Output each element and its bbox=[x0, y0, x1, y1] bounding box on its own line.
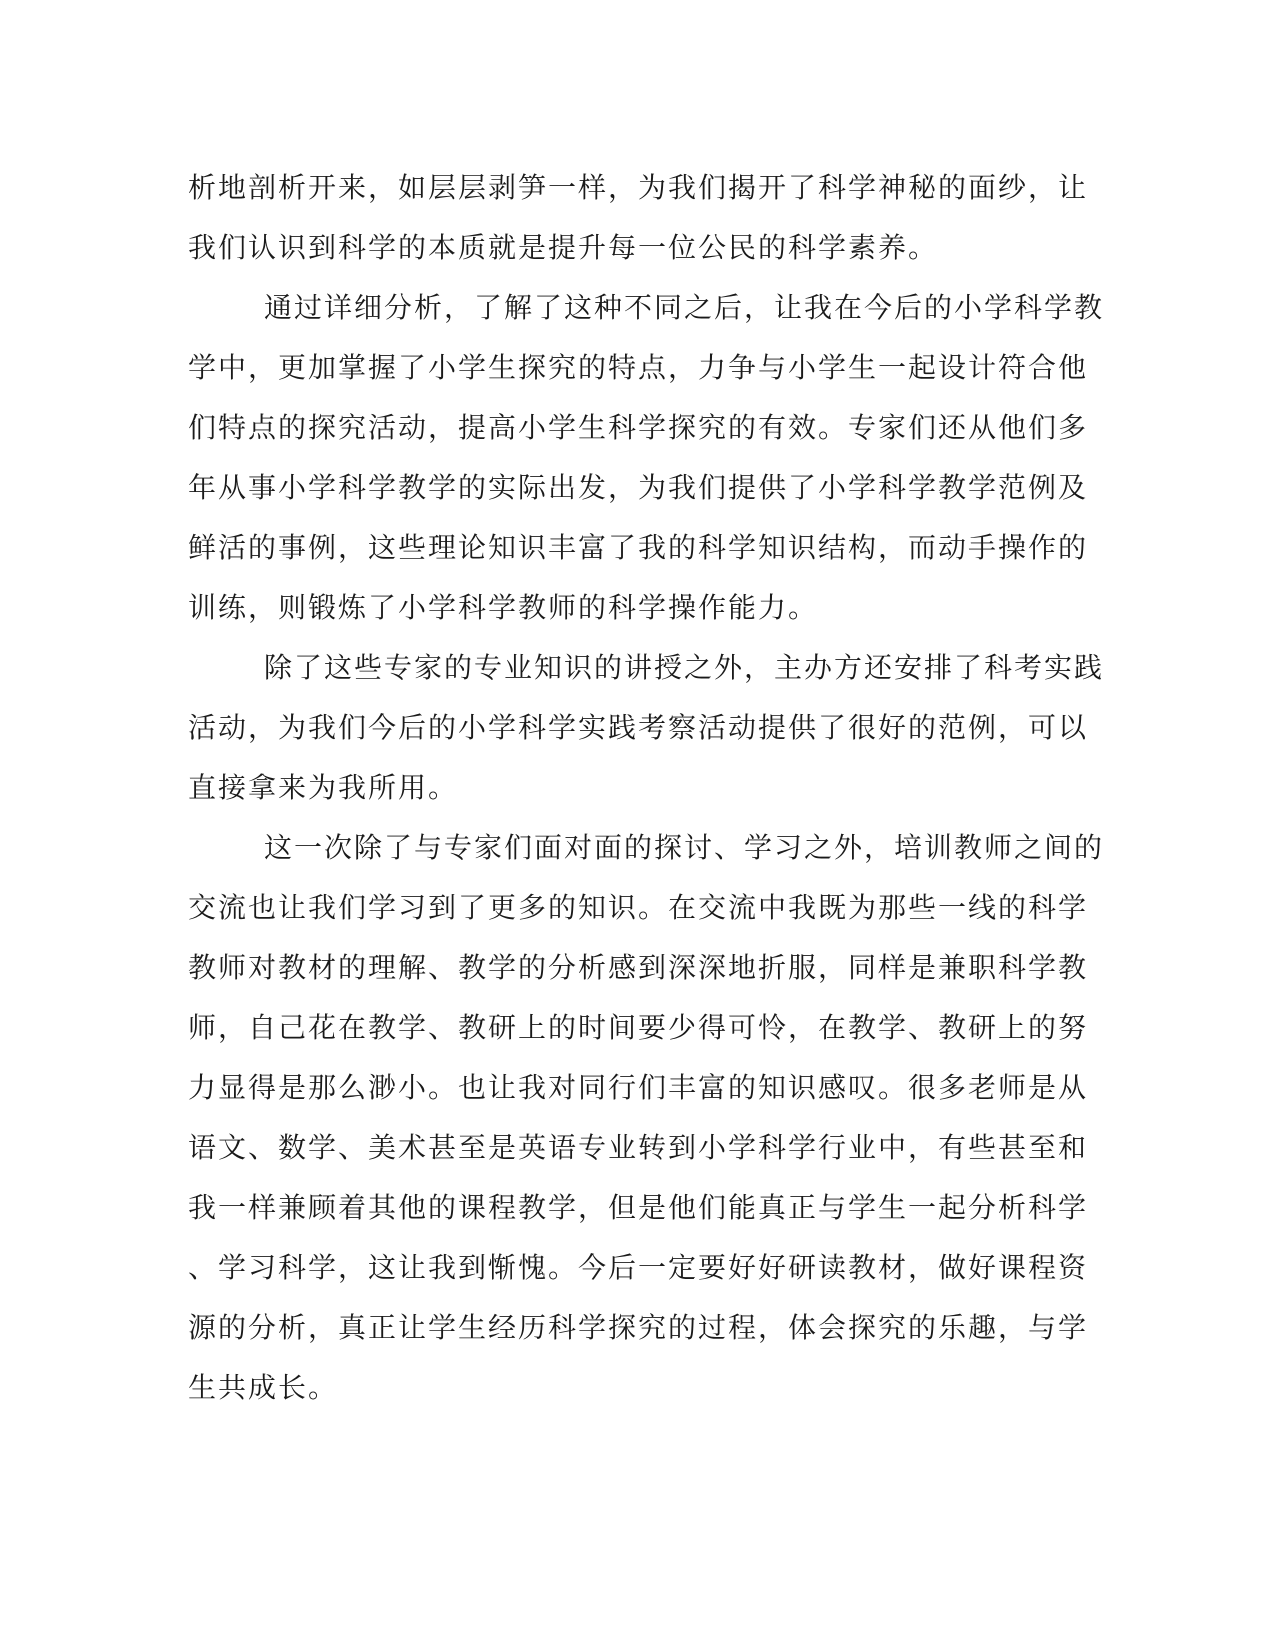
text-line: 学中，更加掌握了小学生探究的特点，力争与小学生一起设计符合他 bbox=[188, 351, 1089, 384]
text-line: 我一样兼顾着其他的课程教学，但是他们能真正与学生一起分析科学 bbox=[188, 1191, 1089, 1224]
text-line: 训练，则锻炼了小学科学教师的科学操作能力。 bbox=[188, 591, 819, 624]
text-line: 们特点的探究活动，提高小学生科学探究的有效。专家们还从他们多 bbox=[188, 411, 1089, 444]
text-line: 师，自己花在教学、教研上的时间要少得可怜，在教学、教研上的努 bbox=[188, 1011, 1089, 1044]
paragraph-first-line: 这一次除了与专家们面对面的探讨、学习之外，培训教师之间的 bbox=[264, 831, 1105, 864]
body-text bbox=[188, 158, 1105, 1418]
text-line: 交流也让我们学习到了更多的知识。在交流中我既为那些一线的科学 bbox=[188, 891, 1089, 924]
text-line: 鲜活的事例，这些理论知识丰富了我的科学知识结构，而动手操作的 bbox=[188, 531, 1089, 564]
text-line: 直接拿来为我所用。 bbox=[188, 771, 459, 804]
text-line: 年从事小学科学教学的实际出发，为我们提供了小学科学教学范例及 bbox=[188, 471, 1089, 504]
text-line: 我们认识到科学的本质就是提升每一位公民的科学素养。 bbox=[188, 231, 939, 264]
paragraph-first-line: 通过详细分析，了解了这种不同之后，让我在今后的小学科学教 bbox=[264, 291, 1105, 324]
text-line: 源的分析，真正让学生经历科学探究的过程，体会探究的乐趣，与学 bbox=[188, 1311, 1089, 1344]
text-line: 力显得是那么渺小。也让我对同行们丰富的知识感叹。很多老师是从 bbox=[188, 1071, 1089, 1104]
text-line: 析地剖析开来，如层层剥笋一样，为我们揭开了科学神秘的面纱，让 bbox=[188, 171, 1089, 204]
text-line: 、学习科学，这让我到惭愧。今后一定要好好研读教材，做好课程资 bbox=[188, 1251, 1089, 1284]
text-line: 生共成长。 bbox=[188, 1371, 339, 1404]
text-line: 语文、数学、美术甚至是英语专业转到小学科学行业中，有些甚至和 bbox=[188, 1131, 1089, 1164]
text-line: 教师对教材的理解、教学的分析感到深深地折服，同样是兼职科学教 bbox=[188, 951, 1089, 984]
text-line: 活动，为我们今后的小学科学实践考察活动提供了很好的范例，可以 bbox=[188, 711, 1089, 744]
paragraph-first-line: 除了这些专家的专业知识的讲授之外，主办方还安排了科考实践 bbox=[264, 651, 1105, 684]
